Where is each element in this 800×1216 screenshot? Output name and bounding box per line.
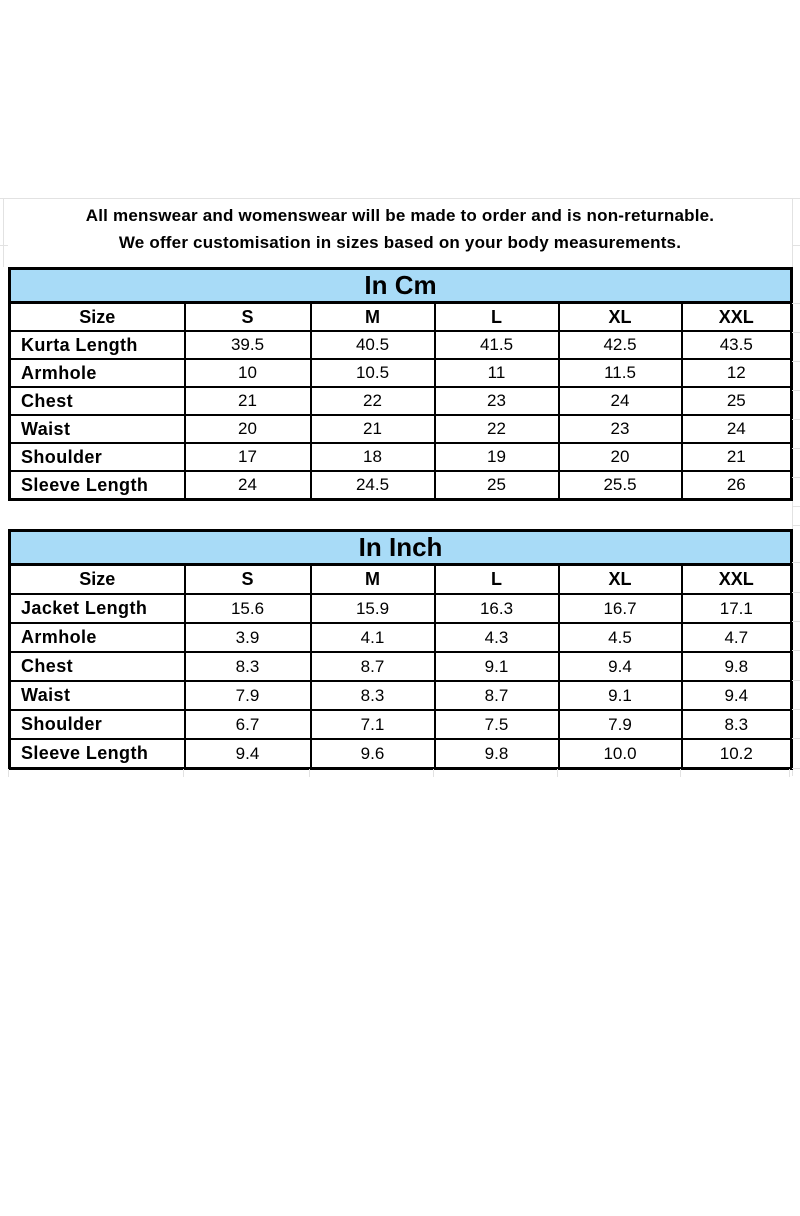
size-value-cell: 26 [682,471,792,500]
spreadsheet-gridline-right-stub [792,738,800,739]
column-header-xl: XL [559,303,682,332]
row-label: Shoulder [10,710,185,739]
size-value-cell: 7.9 [559,710,682,739]
size-table-inch [8,529,793,770]
spreadsheet-gridline-bottom-stub [433,769,434,777]
spreadsheet-gridline-right-stub [792,448,800,449]
size-value-cell: 21 [311,415,435,443]
column-header-size: Size [10,565,185,595]
row-label: Armhole [10,623,185,652]
size-value-cell: 4.3 [435,623,559,652]
size-value-cell: 9.8 [435,739,559,769]
table-caption-cm: In Cm [10,269,792,303]
size-value-cell: 22 [311,387,435,415]
column-header-size: Size [10,303,185,332]
spreadsheet-gridline-right-stub [792,245,800,246]
size-value-cell: 9.1 [559,681,682,710]
size-value-cell: 7.9 [185,681,311,710]
size-value-cell: 42.5 [559,331,682,359]
size-value-cell: 19 [435,443,559,471]
spreadsheet-gridline-bottom-stub [8,769,9,777]
size-value-cell: 25 [435,471,559,500]
table-body-inch [10,594,792,769]
size-value-cell: 17 [185,443,311,471]
column-header-row [10,303,792,332]
size-value-cell: 21 [185,387,311,415]
notice-line-2: We offer customisation in sizes based on your body measurements. [118,233,682,252]
size-value-cell: 39.5 [185,331,311,359]
row-label: Shoulder [10,443,185,471]
table-row [10,331,792,359]
notice-line-1: All menswear and womenswear will be made to order and is non-returnable. [85,206,715,225]
size-value-cell: 25 [682,387,792,415]
spreadsheet-gridline-bottom-stub [789,769,790,777]
spreadsheet-gridline-right-stub [792,303,800,304]
size-value-cell: 25.5 [559,471,682,500]
size-value-cell: 20 [185,415,311,443]
row-label: Chest [10,387,185,415]
table-row [10,359,792,387]
size-value-cell: 9.4 [559,652,682,681]
size-value-cell: 40.5 [311,331,435,359]
size-value-cell: 9.4 [682,681,792,710]
size-value-cell: 24.5 [311,471,435,500]
spreadsheet-gridline-right-stub [792,419,800,420]
size-value-cell: 12 [682,359,792,387]
spreadsheet-gridline-bottom-stub [183,769,184,777]
table-row [10,471,792,500]
size-value-cell: 24 [185,471,311,500]
column-header-row [10,565,792,595]
size-value-cell: 10.2 [682,739,792,769]
table-caption-inch: In Inch [10,531,792,565]
spreadsheet-gridline-top [0,198,800,199]
spreadsheet-gridline-right-stub [792,592,800,593]
size-value-cell: 17.1 [682,594,792,623]
size-value-cell: 15.6 [185,594,311,623]
size-value-cell: 10.0 [559,739,682,769]
row-label: Sleeve Length [10,471,185,500]
column-header-m: M [311,565,435,595]
table-row [10,594,792,623]
spreadsheet-gridline-right-stub [792,332,800,333]
spreadsheet-gridline-bottom-stub [680,769,681,777]
spreadsheet-gridline-right-stub [792,768,800,769]
spreadsheet-gridline-right-stub [792,621,800,622]
spreadsheet-gridline-right-stub [792,525,800,526]
size-value-cell: 7.1 [311,710,435,739]
row-label: Chest [10,652,185,681]
size-value-cell: 6.7 [185,710,311,739]
table-row [10,387,792,415]
column-header-s: S [185,303,311,332]
table-row [10,681,792,710]
size-value-cell: 20 [559,443,682,471]
table-caption-row [10,269,792,303]
table-row [10,623,792,652]
row-label: Sleeve Length [10,739,185,769]
size-value-cell: 16.3 [435,594,559,623]
size-value-cell: 4.7 [682,623,792,652]
size-value-cell: 8.3 [682,710,792,739]
size-value-cell: 18 [311,443,435,471]
spreadsheet-gridline-right-stub [792,680,800,681]
size-value-cell: 8.7 [311,652,435,681]
column-header-xl: XL [559,565,682,595]
table-row [10,652,792,681]
row-label: Waist [10,681,185,710]
column-header-xxl: XXL [682,303,792,332]
size-value-cell: 8.3 [311,681,435,710]
size-value-cell: 21 [682,443,792,471]
spreadsheet-gridline-bottom-stub [557,769,558,777]
size-value-cell: 4.1 [311,623,435,652]
size-value-cell: 9.4 [185,739,311,769]
size-value-cell: 11 [435,359,559,387]
notice [0,202,800,256]
row-label: Armhole [10,359,185,387]
column-header-s: S [185,565,311,595]
spreadsheet-gridline-right-stub [792,709,800,710]
size-value-cell: 9.8 [682,652,792,681]
size-value-cell: 4.5 [559,623,682,652]
table-row [10,739,792,769]
size-value-cell: 24 [559,387,682,415]
spreadsheet-gridline-right-stub [792,506,800,507]
size-value-cell: 24 [682,415,792,443]
size-value-cell: 10 [185,359,311,387]
column-header-l: L [435,565,559,595]
row-label: Waist [10,415,185,443]
spreadsheet-gridline-right-stub [792,390,800,391]
spreadsheet-gridline-right-stub [792,650,800,651]
table-row [10,415,792,443]
spreadsheet-gridline-bottom-stub [309,769,310,777]
row-label: Kurta Length [10,331,185,359]
spreadsheet-gridline-right-stub [792,361,800,362]
size-value-cell: 11.5 [559,359,682,387]
table-caption-row [10,531,792,565]
size-value-cell: 23 [435,387,559,415]
size-value-cell: 41.5 [435,331,559,359]
size-value-cell: 10.5 [311,359,435,387]
column-header-m: M [311,303,435,332]
size-value-cell: 43.5 [682,331,792,359]
size-value-cell: 8.7 [435,681,559,710]
spreadsheet-gridline-right-stub [792,562,800,563]
size-value-cell: 9.6 [311,739,435,769]
size-value-cell: 9.1 [435,652,559,681]
size-value-cell: 16.7 [559,594,682,623]
size-value-cell: 8.3 [185,652,311,681]
size-value-cell: 22 [435,415,559,443]
size-value-cell: 3.9 [185,623,311,652]
column-header-xxl: XXL [682,565,792,595]
table-row [10,710,792,739]
table-body-cm [10,331,792,500]
table-row [10,443,792,471]
size-value-cell: 7.5 [435,710,559,739]
spreadsheet-gridline-right-stub [792,477,800,478]
column-header-l: L [435,303,559,332]
size-value-cell: 15.9 [311,594,435,623]
row-label: Jacket Length [10,594,185,623]
size-value-cell: 23 [559,415,682,443]
size-table-cm [8,267,793,501]
